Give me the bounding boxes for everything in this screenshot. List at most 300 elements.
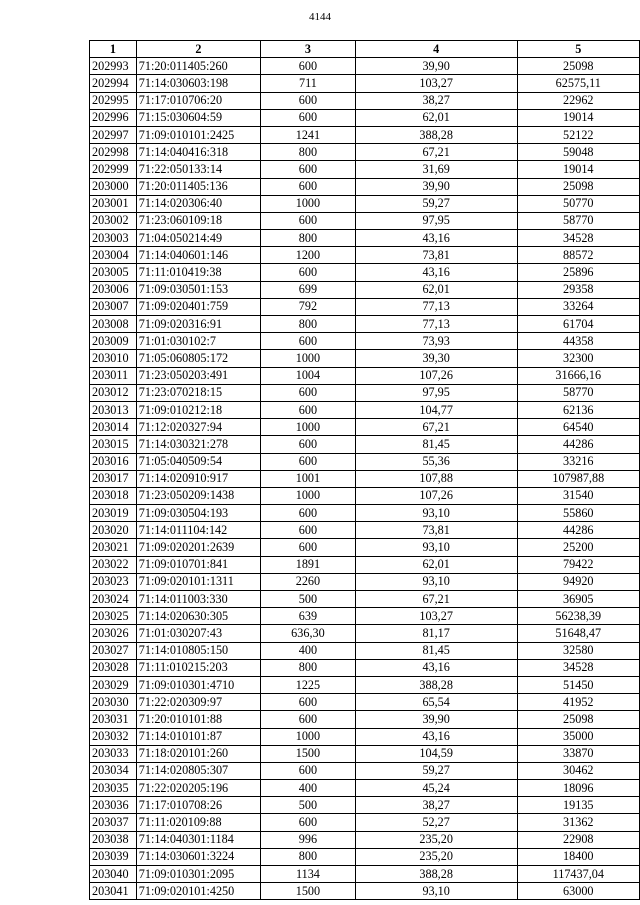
record-number-cell: 203035 bbox=[90, 780, 137, 797]
cadastral-number-cell: 71:22:020205:196 bbox=[136, 780, 260, 797]
area-cell: 600 bbox=[261, 436, 356, 453]
cadastral-number-cell: 71:18:020101:260 bbox=[136, 745, 260, 762]
cadastral-number-cell: 71:01:030207:43 bbox=[136, 625, 260, 642]
record-number-cell: 203011 bbox=[90, 367, 137, 384]
value-cell: 32300 bbox=[517, 350, 639, 367]
cadastral-number-cell: 71:11:010215:203 bbox=[136, 659, 260, 676]
rate-cell: 388,28 bbox=[355, 676, 517, 693]
area-cell: 600 bbox=[261, 178, 356, 195]
cadastral-number-cell: 71:14:010805:150 bbox=[136, 642, 260, 659]
record-number-cell: 203005 bbox=[90, 264, 137, 281]
record-number-cell: 203028 bbox=[90, 659, 137, 676]
cadastral-number-cell: 71:04:050214:49 bbox=[136, 230, 260, 247]
table-row bbox=[90, 109, 640, 126]
record-number-cell: 203031 bbox=[90, 711, 137, 728]
cadastral-number-cell: 71:23:050203:491 bbox=[136, 367, 260, 384]
record-number-cell: 203013 bbox=[90, 401, 137, 418]
table-row bbox=[90, 522, 640, 539]
cadastral-number-cell: 71:14:030321:278 bbox=[136, 436, 260, 453]
column-header: 1 bbox=[90, 41, 137, 58]
record-number-cell: 203006 bbox=[90, 281, 137, 298]
cadastral-number-cell: 71:14:020306:40 bbox=[136, 195, 260, 212]
table-row bbox=[90, 367, 640, 384]
value-cell: 31362 bbox=[517, 814, 639, 831]
rate-cell: 73,81 bbox=[355, 522, 517, 539]
rate-cell: 81,17 bbox=[355, 625, 517, 642]
area-cell: 800 bbox=[261, 230, 356, 247]
record-number-cell: 203033 bbox=[90, 745, 137, 762]
area-cell: 636,30 bbox=[261, 625, 356, 642]
value-cell: 31540 bbox=[517, 487, 639, 504]
rate-cell: 73,93 bbox=[355, 333, 517, 350]
value-cell: 44286 bbox=[517, 522, 639, 539]
cadastral-number-cell: 71:14:010101:87 bbox=[136, 728, 260, 745]
rate-cell: 67,21 bbox=[355, 419, 517, 436]
rate-cell: 38,27 bbox=[355, 797, 517, 814]
area-cell: 639 bbox=[261, 608, 356, 625]
area-cell: 600 bbox=[261, 539, 356, 556]
table-row bbox=[90, 144, 640, 161]
cadastral-number-cell: 71:09:020316:91 bbox=[136, 316, 260, 333]
value-cell: 32580 bbox=[517, 642, 639, 659]
column-header: 4 bbox=[355, 41, 517, 58]
cadastral-number-cell: 71:14:011003:330 bbox=[136, 591, 260, 608]
value-cell: 25098 bbox=[517, 711, 639, 728]
area-cell: 600 bbox=[261, 384, 356, 401]
cadastral-number-cell: 71:09:010212:18 bbox=[136, 401, 260, 418]
record-number-cell: 203023 bbox=[90, 573, 137, 590]
rate-cell: 39,30 bbox=[355, 350, 517, 367]
value-cell: 59048 bbox=[517, 144, 639, 161]
area-cell: 600 bbox=[261, 453, 356, 470]
table-row bbox=[90, 728, 640, 745]
rate-cell: 107,88 bbox=[355, 470, 517, 487]
cadastral-number-cell: 71:23:060109:18 bbox=[136, 212, 260, 229]
rate-cell: 39,90 bbox=[355, 711, 517, 728]
record-number-cell: 203039 bbox=[90, 848, 137, 865]
value-cell: 35000 bbox=[517, 728, 639, 745]
rate-cell: 67,21 bbox=[355, 144, 517, 161]
cadastral-number-cell: 71:14:011104:142 bbox=[136, 522, 260, 539]
value-cell: 33264 bbox=[517, 298, 639, 315]
area-cell: 1000 bbox=[261, 195, 356, 212]
value-cell: 34528 bbox=[517, 659, 639, 676]
area-cell: 600 bbox=[261, 762, 356, 779]
area-cell: 400 bbox=[261, 780, 356, 797]
table-row bbox=[90, 762, 640, 779]
column-header: 2 bbox=[136, 41, 260, 58]
cadastral-number-cell: 71:09:020101:4250 bbox=[136, 883, 260, 900]
table-row bbox=[90, 470, 640, 487]
rate-cell: 67,21 bbox=[355, 591, 517, 608]
value-cell: 33216 bbox=[517, 453, 639, 470]
table-row bbox=[90, 230, 640, 247]
table-row bbox=[90, 247, 640, 264]
cadastral-number-cell: 71:23:050209:1438 bbox=[136, 487, 260, 504]
record-number-cell: 203027 bbox=[90, 642, 137, 659]
table-row bbox=[90, 316, 640, 333]
record-number-cell: 203004 bbox=[90, 247, 137, 264]
value-cell: 25098 bbox=[517, 178, 639, 195]
record-number-cell: 203009 bbox=[90, 333, 137, 350]
area-cell: 600 bbox=[261, 401, 356, 418]
record-number-cell: 203002 bbox=[90, 212, 137, 229]
area-cell: 1241 bbox=[261, 126, 356, 143]
cadastral-number-cell: 71:17:010706:20 bbox=[136, 92, 260, 109]
rate-cell: 107,26 bbox=[355, 487, 517, 504]
rate-cell: 235,20 bbox=[355, 831, 517, 848]
area-cell: 600 bbox=[261, 92, 356, 109]
rate-cell: 235,20 bbox=[355, 848, 517, 865]
cadastral-number-cell: 71:09:020101:1311 bbox=[136, 573, 260, 590]
cadastral-number-cell: 71:09:020401:759 bbox=[136, 298, 260, 315]
value-cell: 25200 bbox=[517, 539, 639, 556]
cadastral-number-cell: 71:14:040416:318 bbox=[136, 144, 260, 161]
record-number-cell: 203018 bbox=[90, 487, 137, 504]
area-cell: 600 bbox=[261, 264, 356, 281]
cadastral-table bbox=[89, 40, 640, 900]
value-cell: 25896 bbox=[517, 264, 639, 281]
record-number-cell: 203029 bbox=[90, 676, 137, 693]
rate-cell: 43,16 bbox=[355, 728, 517, 745]
value-cell: 58770 bbox=[517, 384, 639, 401]
record-number-cell: 203000 bbox=[90, 178, 137, 195]
cadastral-number-cell: 71:09:010301:2095 bbox=[136, 866, 260, 883]
table-row bbox=[90, 178, 640, 195]
rate-cell: 38,27 bbox=[355, 92, 517, 109]
area-cell: 600 bbox=[261, 694, 356, 711]
record-number-cell: 203026 bbox=[90, 625, 137, 642]
rate-cell: 62,01 bbox=[355, 281, 517, 298]
table-row bbox=[90, 350, 640, 367]
rate-cell: 45,24 bbox=[355, 780, 517, 797]
record-number-cell: 203017 bbox=[90, 470, 137, 487]
record-number-cell: 203025 bbox=[90, 608, 137, 625]
value-cell: 33870 bbox=[517, 745, 639, 762]
area-cell: 792 bbox=[261, 298, 356, 315]
rate-cell: 93,10 bbox=[355, 505, 517, 522]
cadastral-number-cell: 71:15:030604:59 bbox=[136, 109, 260, 126]
area-cell: 1001 bbox=[261, 470, 356, 487]
value-cell: 18096 bbox=[517, 780, 639, 797]
table-row bbox=[90, 608, 640, 625]
table-row bbox=[90, 659, 640, 676]
cadastral-number-cell: 71:09:010701:841 bbox=[136, 556, 260, 573]
cadastral-number-cell: 71:12:020327:94 bbox=[136, 419, 260, 436]
cadastral-number-cell: 71:22:050133:14 bbox=[136, 161, 260, 178]
cadastral-number-cell: 71:14:030601:3224 bbox=[136, 848, 260, 865]
area-cell: 1000 bbox=[261, 350, 356, 367]
table-row bbox=[90, 487, 640, 504]
rate-cell: 93,10 bbox=[355, 883, 517, 900]
value-cell: 64540 bbox=[517, 419, 639, 436]
value-cell: 41952 bbox=[517, 694, 639, 711]
record-number-cell: 202994 bbox=[90, 75, 137, 92]
cadastral-number-cell: 71:20:010101:88 bbox=[136, 711, 260, 728]
area-cell: 1000 bbox=[261, 419, 356, 436]
record-number-cell: 202993 bbox=[90, 58, 137, 75]
rate-cell: 52,27 bbox=[355, 814, 517, 831]
area-cell: 996 bbox=[261, 831, 356, 848]
value-cell: 79422 bbox=[517, 556, 639, 573]
value-cell: 61704 bbox=[517, 316, 639, 333]
record-number-cell: 203030 bbox=[90, 694, 137, 711]
record-number-cell: 203003 bbox=[90, 230, 137, 247]
table-row bbox=[90, 797, 640, 814]
area-cell: 800 bbox=[261, 848, 356, 865]
record-number-cell: 203016 bbox=[90, 453, 137, 470]
rate-cell: 39,90 bbox=[355, 178, 517, 195]
table-row bbox=[90, 505, 640, 522]
rate-cell: 93,10 bbox=[355, 573, 517, 590]
area-cell: 600 bbox=[261, 814, 356, 831]
table-row bbox=[90, 848, 640, 865]
table-row bbox=[90, 780, 640, 797]
rate-cell: 62,01 bbox=[355, 556, 517, 573]
cadastral-number-cell: 71:20:011405:260 bbox=[136, 58, 260, 75]
rate-cell: 104,77 bbox=[355, 401, 517, 418]
record-number-cell: 203037 bbox=[90, 814, 137, 831]
record-number-cell: 202997 bbox=[90, 126, 137, 143]
area-cell: 1000 bbox=[261, 487, 356, 504]
table-row bbox=[90, 556, 640, 573]
value-cell: 55860 bbox=[517, 505, 639, 522]
record-number-cell: 203041 bbox=[90, 883, 137, 900]
area-cell: 600 bbox=[261, 58, 356, 75]
value-cell: 62136 bbox=[517, 401, 639, 418]
rate-cell: 77,13 bbox=[355, 298, 517, 315]
cadastral-number-cell: 71:14:040301:1184 bbox=[136, 831, 260, 848]
cadastral-number-cell: 71:14:020805:307 bbox=[136, 762, 260, 779]
rate-cell: 39,90 bbox=[355, 58, 517, 75]
value-cell: 117437,04 bbox=[517, 866, 639, 883]
table-row bbox=[90, 384, 640, 401]
value-cell: 22908 bbox=[517, 831, 639, 848]
rate-cell: 93,10 bbox=[355, 539, 517, 556]
column-header: 3 bbox=[261, 41, 356, 58]
record-number-cell: 203012 bbox=[90, 384, 137, 401]
value-cell: 56238,39 bbox=[517, 608, 639, 625]
value-cell: 51450 bbox=[517, 676, 639, 693]
record-number-cell: 203040 bbox=[90, 866, 137, 883]
table-row bbox=[90, 866, 640, 883]
area-cell: 400 bbox=[261, 642, 356, 659]
rate-cell: 103,27 bbox=[355, 75, 517, 92]
area-cell: 600 bbox=[261, 212, 356, 229]
value-cell: 30462 bbox=[517, 762, 639, 779]
value-cell: 44358 bbox=[517, 333, 639, 350]
record-number-cell: 203015 bbox=[90, 436, 137, 453]
record-number-cell: 203024 bbox=[90, 591, 137, 608]
record-number-cell: 202996 bbox=[90, 109, 137, 126]
record-number-cell: 203021 bbox=[90, 539, 137, 556]
rate-cell: 97,95 bbox=[355, 384, 517, 401]
area-cell: 1500 bbox=[261, 745, 356, 762]
table-row bbox=[90, 625, 640, 642]
table-row bbox=[90, 591, 640, 608]
rate-cell: 73,81 bbox=[355, 247, 517, 264]
record-number-cell: 203022 bbox=[90, 556, 137, 573]
cadastral-number-cell: 71:20:011405:136 bbox=[136, 178, 260, 195]
record-number-cell: 203020 bbox=[90, 522, 137, 539]
value-cell: 58770 bbox=[517, 212, 639, 229]
cadastral-number-cell: 71:09:010101:2425 bbox=[136, 126, 260, 143]
rate-cell: 43,16 bbox=[355, 659, 517, 676]
area-cell: 800 bbox=[261, 316, 356, 333]
area-cell: 699 bbox=[261, 281, 356, 298]
value-cell: 25098 bbox=[517, 58, 639, 75]
value-cell: 36905 bbox=[517, 591, 639, 608]
table-row bbox=[90, 264, 640, 281]
record-number-cell: 202999 bbox=[90, 161, 137, 178]
record-number-cell: 203014 bbox=[90, 419, 137, 436]
rate-cell: 55,36 bbox=[355, 453, 517, 470]
area-cell: 1134 bbox=[261, 866, 356, 883]
rate-cell: 104,59 bbox=[355, 745, 517, 762]
value-cell: 51648,47 bbox=[517, 625, 639, 642]
table-row bbox=[90, 642, 640, 659]
value-cell: 22962 bbox=[517, 92, 639, 109]
table-row bbox=[90, 831, 640, 848]
area-cell: 1004 bbox=[261, 367, 356, 384]
table-row bbox=[90, 883, 640, 900]
record-number-cell: 203038 bbox=[90, 831, 137, 848]
table-row bbox=[90, 573, 640, 590]
value-cell: 19135 bbox=[517, 797, 639, 814]
table-row bbox=[90, 453, 640, 470]
rate-cell: 59,27 bbox=[355, 762, 517, 779]
table-row bbox=[90, 75, 640, 92]
area-cell: 800 bbox=[261, 659, 356, 676]
cadastral-number-cell: 71:17:010708:26 bbox=[136, 797, 260, 814]
table-row bbox=[90, 298, 640, 315]
cadastral-number-cell: 71:14:030603:198 bbox=[136, 75, 260, 92]
area-cell: 1225 bbox=[261, 676, 356, 693]
rate-cell: 81,45 bbox=[355, 642, 517, 659]
cadastral-number-cell: 71:05:060805:172 bbox=[136, 350, 260, 367]
cadastral-number-cell: 71:09:030501:153 bbox=[136, 281, 260, 298]
record-number-cell: 203008 bbox=[90, 316, 137, 333]
rate-cell: 62,01 bbox=[355, 109, 517, 126]
cadastral-number-cell: 71:23:070218:15 bbox=[136, 384, 260, 401]
table-row bbox=[90, 212, 640, 229]
value-cell: 107987,88 bbox=[517, 470, 639, 487]
record-number-cell: 202998 bbox=[90, 144, 137, 161]
rate-cell: 65,54 bbox=[355, 694, 517, 711]
value-cell: 88572 bbox=[517, 247, 639, 264]
value-cell: 19014 bbox=[517, 161, 639, 178]
table-row bbox=[90, 694, 640, 711]
value-cell: 63000 bbox=[517, 883, 639, 900]
rate-cell: 59,27 bbox=[355, 195, 517, 212]
area-cell: 600 bbox=[261, 505, 356, 522]
rate-cell: 31,69 bbox=[355, 161, 517, 178]
value-cell: 31666,16 bbox=[517, 367, 639, 384]
cadastral-number-cell: 71:09:030504:193 bbox=[136, 505, 260, 522]
value-cell: 94920 bbox=[517, 573, 639, 590]
cadastral-number-cell: 71:11:020109:88 bbox=[136, 814, 260, 831]
area-cell: 500 bbox=[261, 797, 356, 814]
rate-cell: 388,28 bbox=[355, 126, 517, 143]
record-number-cell: 202995 bbox=[90, 92, 137, 109]
area-cell: 1500 bbox=[261, 883, 356, 900]
value-cell: 18400 bbox=[517, 848, 639, 865]
cadastral-number-cell: 71:22:020309:97 bbox=[136, 694, 260, 711]
column-header: 5 bbox=[517, 41, 639, 58]
area-cell: 711 bbox=[261, 75, 356, 92]
table-row bbox=[90, 711, 640, 728]
record-number-cell: 203001 bbox=[90, 195, 137, 212]
value-cell: 62575,11 bbox=[517, 75, 639, 92]
cadastral-number-cell: 71:05:040509:54 bbox=[136, 453, 260, 470]
table-row bbox=[90, 436, 640, 453]
rate-cell: 107,26 bbox=[355, 367, 517, 384]
table-header-row bbox=[90, 41, 640, 58]
table-row bbox=[90, 745, 640, 762]
table-row bbox=[90, 281, 640, 298]
value-cell: 50770 bbox=[517, 195, 639, 212]
area-cell: 500 bbox=[261, 591, 356, 608]
record-number-cell: 203032 bbox=[90, 728, 137, 745]
cadastral-number-cell: 71:09:010301:4710 bbox=[136, 676, 260, 693]
record-number-cell: 203010 bbox=[90, 350, 137, 367]
cadastral-number-cell: 71:14:040601:146 bbox=[136, 247, 260, 264]
value-cell: 19014 bbox=[517, 109, 639, 126]
page-number: 4144 bbox=[309, 11, 331, 23]
rate-cell: 43,16 bbox=[355, 230, 517, 247]
table-row bbox=[90, 195, 640, 212]
rate-cell: 77,13 bbox=[355, 316, 517, 333]
cadastral-number-cell: 71:01:030102:7 bbox=[136, 333, 260, 350]
table-row bbox=[90, 676, 640, 693]
record-number-cell: 203007 bbox=[90, 298, 137, 315]
area-cell: 2260 bbox=[261, 573, 356, 590]
rate-cell: 388,28 bbox=[355, 866, 517, 883]
rate-cell: 81,45 bbox=[355, 436, 517, 453]
rate-cell: 97,95 bbox=[355, 212, 517, 229]
table-row bbox=[90, 814, 640, 831]
value-cell: 44286 bbox=[517, 436, 639, 453]
table-row bbox=[90, 92, 640, 109]
table-row bbox=[90, 333, 640, 350]
rate-cell: 43,16 bbox=[355, 264, 517, 281]
area-cell: 600 bbox=[261, 522, 356, 539]
area-cell: 600 bbox=[261, 161, 356, 178]
value-cell: 29358 bbox=[517, 281, 639, 298]
table-row bbox=[90, 419, 640, 436]
table-row bbox=[90, 126, 640, 143]
table-row bbox=[90, 401, 640, 418]
cadastral-number-cell: 71:11:010419:38 bbox=[136, 264, 260, 281]
record-number-cell: 203036 bbox=[90, 797, 137, 814]
table-row bbox=[90, 539, 640, 556]
table-row bbox=[90, 58, 640, 75]
value-cell: 34528 bbox=[517, 230, 639, 247]
table-body bbox=[90, 58, 640, 900]
record-number-cell: 203034 bbox=[90, 762, 137, 779]
cadastral-number-cell: 71:14:020910:917 bbox=[136, 470, 260, 487]
cadastral-number-cell: 71:14:020630:305 bbox=[136, 608, 260, 625]
cadastral-number-cell: 71:09:020201:2639 bbox=[136, 539, 260, 556]
rate-cell: 103,27 bbox=[355, 608, 517, 625]
area-cell: 600 bbox=[261, 333, 356, 350]
value-cell: 52122 bbox=[517, 126, 639, 143]
area-cell: 800 bbox=[261, 144, 356, 161]
record-number-cell: 203019 bbox=[90, 505, 137, 522]
area-cell: 1891 bbox=[261, 556, 356, 573]
area-cell: 600 bbox=[261, 711, 356, 728]
area-cell: 1200 bbox=[261, 247, 356, 264]
